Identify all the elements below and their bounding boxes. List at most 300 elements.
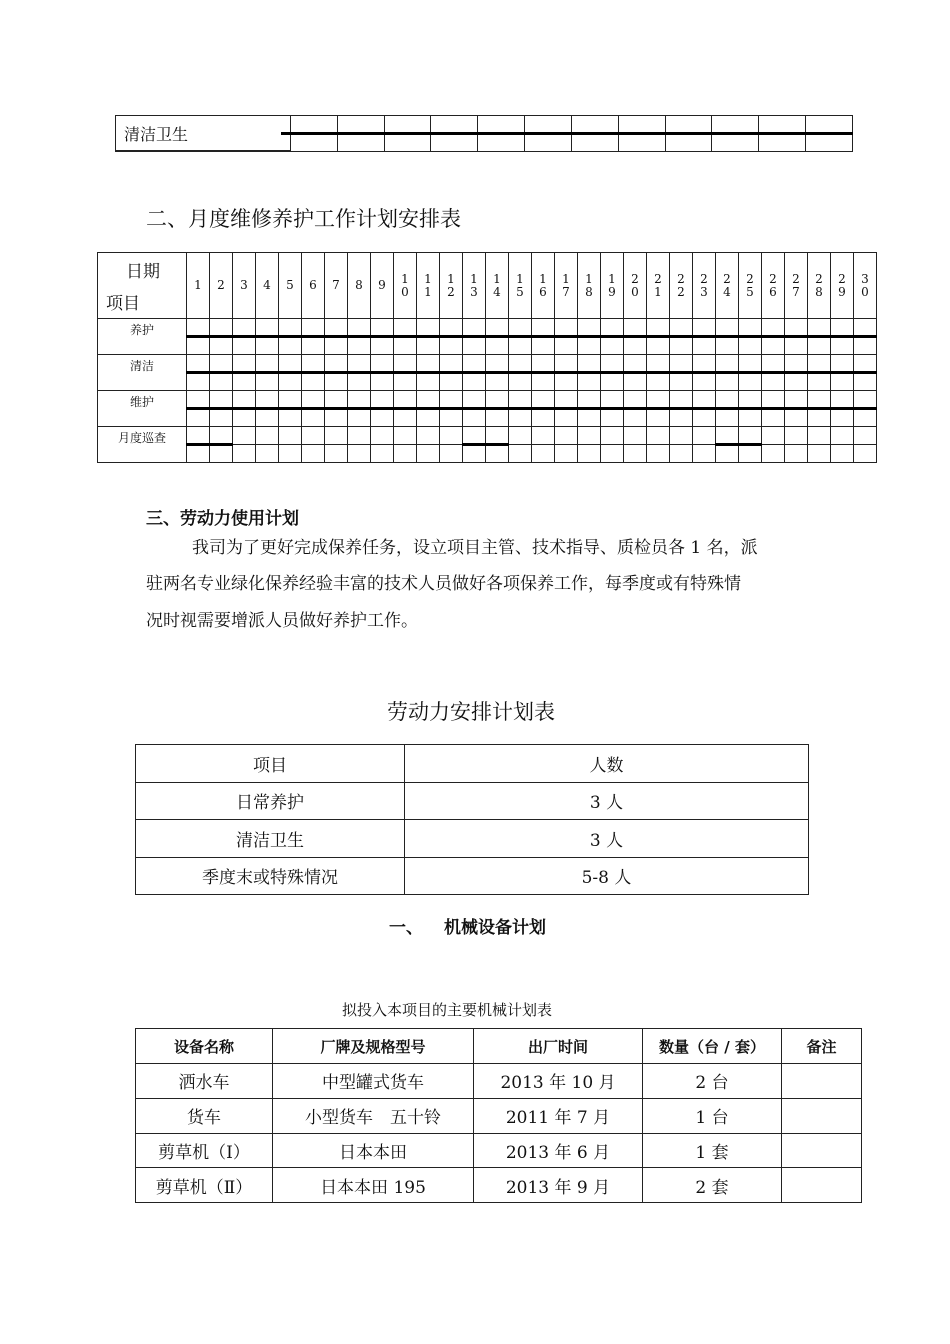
schedule-cell <box>394 319 417 337</box>
schedule-cell <box>555 337 578 355</box>
schedule-cell <box>417 409 440 427</box>
schedule-cell <box>808 319 831 337</box>
equip-cell <box>782 1098 862 1133</box>
day-cell: 4 <box>256 253 279 319</box>
schedule-cell <box>256 427 279 445</box>
day-cell: 2 8 <box>808 253 831 319</box>
equip-cell: 日本本田 <box>273 1133 474 1168</box>
schedule-cell <box>624 355 647 373</box>
schedule-cell <box>831 391 854 409</box>
day-cell: 2 3 <box>693 253 716 319</box>
day-cell: 2 0 <box>624 253 647 319</box>
schedule-cell <box>187 427 210 445</box>
equip-cell: 2013 年 6 月 <box>474 1133 643 1168</box>
schedule-row-label: 维护 <box>98 391 187 427</box>
section3-para-line1: 我司为了更好完成保养任务，设立项目主管、技术指导、质检员各 1 名，派 <box>192 538 758 558</box>
schedule-cell <box>601 445 624 463</box>
schedule-cell <box>210 373 233 391</box>
equip-cell: 货车 <box>136 1098 273 1133</box>
equip-header: 数量（台 / 套） <box>643 1029 782 1064</box>
equip-cell <box>782 1168 862 1203</box>
schedule-cell <box>739 319 762 337</box>
schedule-cell <box>325 337 348 355</box>
schedule-cell <box>785 445 808 463</box>
equip-cell: 小型货车 五十铃 <box>273 1098 474 1133</box>
schedule-cell <box>716 373 739 391</box>
schedule-cell <box>417 445 440 463</box>
schedule-cell <box>279 319 302 337</box>
schedule-cell <box>647 445 670 463</box>
schedule-cell <box>647 355 670 373</box>
schedule-cell <box>578 355 601 373</box>
schedule-cell <box>279 373 302 391</box>
schedule-cell <box>716 319 739 337</box>
day-cell: 6 <box>302 253 325 319</box>
schedule-cell <box>647 373 670 391</box>
schedule-cell <box>854 373 877 391</box>
day-cell: 1 5 <box>509 253 532 319</box>
schedule-cell <box>532 373 555 391</box>
schedule-cell <box>624 445 647 463</box>
schedule-cell <box>808 445 831 463</box>
schedule-cell <box>647 337 670 355</box>
schedule-cell <box>486 409 509 427</box>
day-cell: 9 <box>371 253 394 319</box>
schedule-cell <box>302 355 325 373</box>
equip-header: 设备名称 <box>136 1029 273 1064</box>
schedule-cell <box>509 355 532 373</box>
schedule-cell <box>348 337 371 355</box>
schedule-cell <box>302 427 325 445</box>
schedule-cell <box>210 445 233 463</box>
schedule-cell <box>854 409 877 427</box>
schedule-cell <box>394 427 417 445</box>
schedule-cell <box>762 427 785 445</box>
schedule-cell <box>578 409 601 427</box>
day-cell: 1 3 <box>463 253 486 319</box>
schedule-cell <box>302 319 325 337</box>
schedule-cell <box>187 355 210 373</box>
schedule-cell <box>417 355 440 373</box>
schedule-cell <box>532 445 555 463</box>
schedule-cell <box>532 355 555 373</box>
equipment-table <box>135 1028 862 1203</box>
day-cell: 3 <box>233 253 256 319</box>
schedule-cell <box>831 409 854 427</box>
schedule-cell <box>555 445 578 463</box>
schedule-cell <box>187 337 210 355</box>
schedule-cell <box>762 337 785 355</box>
equip-cell: 2011 年 7 月 <box>474 1098 643 1133</box>
schedule-cell <box>854 355 877 373</box>
equip-cell: 2013 年 10 月 <box>474 1064 643 1099</box>
equip-cell: 日本本田 195 <box>273 1168 474 1203</box>
schedule-cell <box>716 337 739 355</box>
schedule-cell <box>463 319 486 337</box>
schedule-cell <box>785 337 808 355</box>
labor-table <box>135 744 809 895</box>
schedule-cell <box>440 319 463 337</box>
labor-cell: 季度末或特殊情况 <box>136 857 405 895</box>
schedule-cell <box>417 427 440 445</box>
equip-cell <box>782 1064 862 1099</box>
schedule-cell <box>463 337 486 355</box>
equipment-table-caption: 拟投入本项目的主要机械计划表 <box>342 1001 553 1019</box>
schedule-cell <box>509 409 532 427</box>
schedule-cell <box>532 427 555 445</box>
schedule-cell <box>233 355 256 373</box>
labor-header-item: 项目 <box>136 745 405 783</box>
schedule-cell <box>670 373 693 391</box>
schedule-cell <box>187 319 210 337</box>
day-cell: 2 5 <box>739 253 762 319</box>
schedule-cell <box>670 391 693 409</box>
schedule-cell <box>624 319 647 337</box>
schedule-cell <box>762 409 785 427</box>
schedule-cell <box>555 355 578 373</box>
day-cell: 1 2 <box>440 253 463 319</box>
schedule-cell <box>509 319 532 337</box>
equip-header: 出厂时间 <box>474 1029 643 1064</box>
equip-cell: 剪草机（Ⅱ） <box>136 1168 273 1203</box>
day-cell: 2 4 <box>716 253 739 319</box>
day-cell: 1 4 <box>486 253 509 319</box>
day-cell: 1 7 <box>555 253 578 319</box>
schedule-cell <box>302 391 325 409</box>
schedule-cell <box>371 427 394 445</box>
schedule-cell <box>302 409 325 427</box>
schedule-cell <box>486 337 509 355</box>
schedule-cell <box>486 445 509 463</box>
equip-cell <box>782 1133 862 1168</box>
schedule-cell <box>601 391 624 409</box>
equip-cell: 剪草机（Ⅰ） <box>136 1133 273 1168</box>
schedule-cell <box>210 319 233 337</box>
schedule-cell <box>555 373 578 391</box>
schedule-cell <box>210 337 233 355</box>
schedule-cell <box>532 409 555 427</box>
day-cell: 1 9 <box>601 253 624 319</box>
schedule-cell <box>808 409 831 427</box>
schedule-cell <box>463 373 486 391</box>
schedule-cell <box>279 355 302 373</box>
schedule-cell <box>647 391 670 409</box>
schedule-cell <box>463 355 486 373</box>
schedule-cell <box>440 445 463 463</box>
schedule-cell <box>279 337 302 355</box>
schedule-cell <box>371 445 394 463</box>
schedule-cell <box>279 445 302 463</box>
schedule-cell <box>762 355 785 373</box>
schedule-cell <box>210 355 233 373</box>
schedule-cell <box>394 445 417 463</box>
schedule-row-label: 养护 <box>98 319 187 355</box>
day-cell: 7 <box>325 253 348 319</box>
equip-cell: 2013 年 9 月 <box>474 1168 643 1203</box>
schedule-cell <box>509 391 532 409</box>
equip-cell: 2 台 <box>643 1064 782 1099</box>
labor-cell: 5-8 人 <box>405 857 809 895</box>
schedule-cell <box>670 337 693 355</box>
day-cell: 1 0 <box>394 253 417 319</box>
schedule-cell <box>509 445 532 463</box>
schedule-cell <box>233 391 256 409</box>
equip-header: 厂牌及规格型号 <box>273 1029 474 1064</box>
schedule-cell <box>509 337 532 355</box>
day-cell: 2 2 <box>670 253 693 319</box>
schedule-cell <box>509 427 532 445</box>
schedule-cell <box>578 337 601 355</box>
schedule-cell <box>647 409 670 427</box>
schedule-cell <box>762 391 785 409</box>
schedule-cell <box>486 373 509 391</box>
day-cell: 1 1 <box>417 253 440 319</box>
schedule-cell <box>716 427 739 445</box>
schedule-cell <box>670 427 693 445</box>
schedule-cell <box>578 445 601 463</box>
schedule-cell <box>302 373 325 391</box>
schedule-cell <box>854 445 877 463</box>
day-cell: 3 0 <box>854 253 877 319</box>
schedule-cell <box>647 319 670 337</box>
schedule-cell <box>348 319 371 337</box>
schedule-cell <box>693 355 716 373</box>
schedule-cell <box>601 337 624 355</box>
schedule-cell <box>831 337 854 355</box>
schedule-cell <box>624 427 647 445</box>
schedule-cell <box>325 391 348 409</box>
schedule-cell <box>854 391 877 409</box>
schedule-cell <box>808 391 831 409</box>
schedule-cell <box>762 445 785 463</box>
schedule-cell <box>601 373 624 391</box>
schedule-cell <box>233 409 256 427</box>
schedule-cell <box>555 427 578 445</box>
schedule-cell <box>440 427 463 445</box>
schedule-cell <box>624 391 647 409</box>
day-cell: 2 7 <box>785 253 808 319</box>
schedule-cell <box>233 337 256 355</box>
schedule-cell <box>578 391 601 409</box>
schedule-cell <box>233 373 256 391</box>
schedule-cell <box>854 337 877 355</box>
schedule-cell <box>187 445 210 463</box>
schedule-cell <box>624 373 647 391</box>
schedule-cell <box>210 391 233 409</box>
schedule-cell <box>624 409 647 427</box>
labor-cell: 3 人 <box>405 782 809 820</box>
schedule-cell <box>854 427 877 445</box>
day-cell: 5 <box>279 253 302 319</box>
schedule-cell <box>440 373 463 391</box>
schedule-cell <box>440 409 463 427</box>
schedule-cell <box>739 427 762 445</box>
schedule-cell <box>256 319 279 337</box>
schedule-cell <box>532 319 555 337</box>
labor-header-count: 人数 <box>405 745 809 783</box>
schedule-cell <box>256 373 279 391</box>
schedule-cell <box>394 355 417 373</box>
schedule-cell <box>716 409 739 427</box>
schedule-cell <box>808 427 831 445</box>
schedule-cell <box>647 427 670 445</box>
schedule-cell <box>854 319 877 337</box>
schedule-cell <box>486 319 509 337</box>
schedule-cell <box>716 355 739 373</box>
schedule-cell <box>417 337 440 355</box>
schedule-cell <box>348 373 371 391</box>
row-label-cleaning: 清洁卫生 <box>116 116 291 152</box>
schedule-cell <box>463 445 486 463</box>
schedule-cell <box>233 319 256 337</box>
section3-para-line3: 况时视需要增派人员做好养护工作。 <box>146 611 418 631</box>
schedule-cell <box>348 409 371 427</box>
schedule-cell <box>831 427 854 445</box>
schedule-cell <box>325 427 348 445</box>
schedule-cell <box>279 409 302 427</box>
schedule-cell <box>739 445 762 463</box>
schedule-cell <box>532 391 555 409</box>
schedule-cell <box>739 355 762 373</box>
schedule-cell <box>417 319 440 337</box>
schedule-cell <box>693 391 716 409</box>
section3-para-line2: 驻两名专业绿化保养经验丰富的技术人员做好各项保养工作，每季度或有特殊情 <box>146 574 741 594</box>
day-cell: 1 8 <box>578 253 601 319</box>
schedule-cell <box>532 337 555 355</box>
schedule-cell <box>831 319 854 337</box>
schedule-cell <box>371 355 394 373</box>
schedule-cell <box>831 445 854 463</box>
schedule-cell <box>808 337 831 355</box>
schedule-cell <box>762 319 785 337</box>
schedule-cell <box>509 373 532 391</box>
labor-cell: 日常养护 <box>136 782 405 820</box>
schedule-cell <box>716 445 739 463</box>
schedule-cell <box>348 445 371 463</box>
schedule-cell <box>348 355 371 373</box>
schedule-cell <box>486 391 509 409</box>
schedule-cell <box>325 355 348 373</box>
schedule-cell <box>463 427 486 445</box>
schedule-cell <box>578 427 601 445</box>
schedule-cell <box>187 373 210 391</box>
schedule-cell <box>417 373 440 391</box>
schedule-cell <box>302 445 325 463</box>
day-cell: 2 9 <box>831 253 854 319</box>
schedule-cell <box>785 427 808 445</box>
schedule-cell <box>762 373 785 391</box>
header-date: 日期 <box>126 262 160 282</box>
day-cell: 8 <box>348 253 371 319</box>
day-cell: 2 <box>210 253 233 319</box>
schedule-cell <box>808 373 831 391</box>
schedule-cell <box>325 319 348 337</box>
schedule-cell <box>187 391 210 409</box>
schedule-cell <box>486 427 509 445</box>
top-schedule-table <box>115 115 853 152</box>
schedule-cell <box>739 391 762 409</box>
section4-number: 一、 <box>389 918 423 938</box>
schedule-cell <box>693 337 716 355</box>
schedule-cell <box>601 355 624 373</box>
schedule-cell <box>670 409 693 427</box>
schedule-cell <box>394 337 417 355</box>
section2-title: 二、月度维修养护工作计划安排表 <box>146 207 461 231</box>
schedule-cell <box>601 427 624 445</box>
schedule-cell <box>394 373 417 391</box>
schedule-cell <box>831 373 854 391</box>
schedule-cell <box>601 409 624 427</box>
equip-cell: 1 套 <box>643 1133 782 1168</box>
schedule-cell <box>578 373 601 391</box>
day-cell: 1 6 <box>532 253 555 319</box>
schedule-cell <box>693 409 716 427</box>
schedule-cell <box>693 427 716 445</box>
schedule-cell <box>394 409 417 427</box>
schedule-cell <box>670 355 693 373</box>
schedule-cell <box>371 319 394 337</box>
schedule-cell <box>417 391 440 409</box>
header-item: 项目 <box>106 294 140 314</box>
labor-table-title: 劳动力安排计划表 <box>387 700 555 724</box>
equip-cell: 中型罐式货车 <box>273 1064 474 1099</box>
schedule-cell <box>693 319 716 337</box>
schedule-cell <box>555 409 578 427</box>
schedule-cell <box>440 337 463 355</box>
schedule-cell <box>302 337 325 355</box>
schedule-cell <box>555 391 578 409</box>
schedule-cell <box>463 391 486 409</box>
schedule-cell <box>210 427 233 445</box>
schedule-cell <box>187 409 210 427</box>
schedule-cell <box>693 373 716 391</box>
equip-header: 备注 <box>782 1029 862 1064</box>
schedule-row-label: 清洁 <box>98 355 187 391</box>
section3-title: 三、劳动力使用计划 <box>146 509 299 529</box>
equip-cell: 洒水车 <box>136 1064 273 1099</box>
schedule-bar <box>281 132 853 135</box>
schedule-cell <box>233 445 256 463</box>
schedule-cell <box>785 391 808 409</box>
schedule-cell <box>716 391 739 409</box>
section4-title: 机械设备计划 <box>444 918 546 938</box>
labor-cell: 3 人 <box>405 820 809 858</box>
schedule-cell <box>256 355 279 373</box>
schedule-cell <box>785 373 808 391</box>
schedule-cell <box>808 355 831 373</box>
day-cell: 2 6 <box>762 253 785 319</box>
schedule-cell <box>624 337 647 355</box>
schedule-cell <box>371 337 394 355</box>
schedule-cell <box>463 409 486 427</box>
schedule-cell <box>670 445 693 463</box>
schedule-cell <box>256 445 279 463</box>
labor-cell: 清洁卫生 <box>136 820 405 858</box>
schedule-cell <box>348 391 371 409</box>
schedule-cell <box>670 319 693 337</box>
schedule-cell <box>233 427 256 445</box>
schedule-cell <box>325 409 348 427</box>
schedule-cell <box>325 373 348 391</box>
schedule-cell <box>371 373 394 391</box>
schedule-cell <box>601 319 624 337</box>
schedule-cell <box>371 391 394 409</box>
equip-cell: 1 台 <box>643 1098 782 1133</box>
equip-cell: 2 套 <box>643 1168 782 1203</box>
schedule-cell <box>785 409 808 427</box>
schedule-cell <box>486 355 509 373</box>
schedule-cell <box>256 409 279 427</box>
